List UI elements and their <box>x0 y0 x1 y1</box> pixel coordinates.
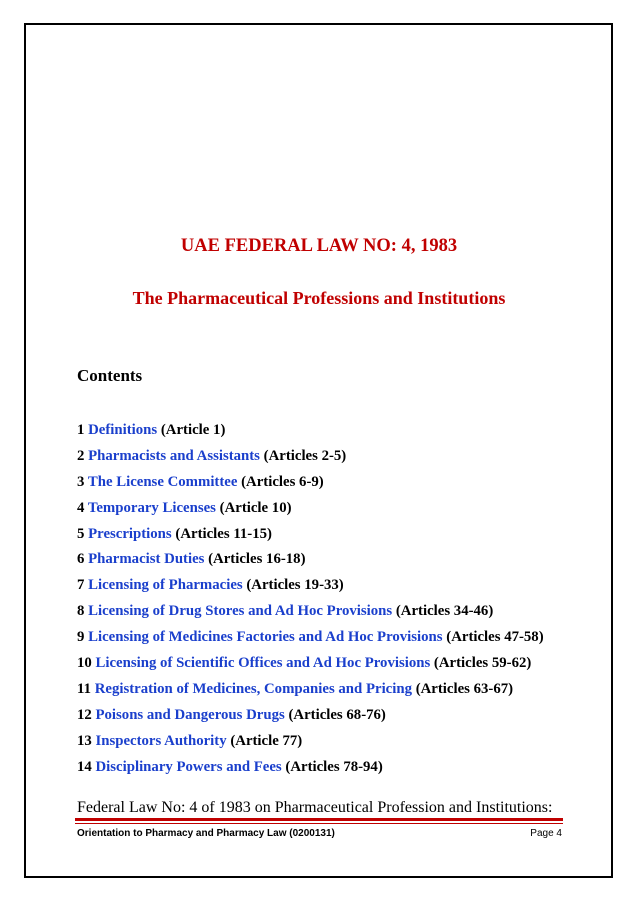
closing-line: Federal Law No: 4 of 1983 on Pharmaceutical Profession and Institutions: <box>77 799 553 816</box>
toc-item-link[interactable]: Registration of Medicines, Companies and Pricing <box>94 680 412 697</box>
document-subtitle: The Pharmaceutical Professions and Institutions <box>132 288 506 308</box>
toc-item <box>77 680 544 706</box>
toc-item-number: 9 <box>77 629 85 646</box>
toc-item-articles: (Articles 16-18) <box>208 551 306 568</box>
toc-item-number: 5 <box>77 525 85 542</box>
running-footer <box>77 828 562 844</box>
table-of-contents <box>77 421 544 783</box>
toc-item-number: 14 <box>77 758 92 775</box>
footer-rule-thin <box>75 823 563 824</box>
toc-item-number: 13 <box>77 732 92 749</box>
toc-item-number: 7 <box>77 577 85 594</box>
toc-item-link[interactable]: Pharmacists and Assistants <box>88 447 260 464</box>
toc-item <box>77 628 544 654</box>
toc-item-link[interactable]: Licensing of Medicines Factories and Ad Hoc Provisions <box>88 629 443 646</box>
toc-item-number: 2 <box>77 447 85 464</box>
toc-item-articles: (Articles 6-9) <box>241 473 324 490</box>
toc-item-articles: (Articles 59-62) <box>433 655 532 672</box>
toc-item-link[interactable]: Temporary Licenses <box>87 499 216 516</box>
toc-item <box>77 421 544 447</box>
toc-item-link[interactable]: Licensing of Scientific Offices and Ad Hoc Provisions <box>95 655 431 672</box>
toc-item-number: 11 <box>77 680 91 697</box>
toc-item <box>77 447 544 473</box>
toc-item-number: 12 <box>77 706 92 723</box>
toc-item-articles: (Articles 2-5) <box>263 447 347 464</box>
toc-item <box>77 732 544 758</box>
toc-item-link[interactable]: Inspectors Authority <box>95 732 227 749</box>
toc-item-link[interactable]: Prescriptions <box>88 525 172 542</box>
toc-item <box>77 602 544 628</box>
toc-item-number: 1 <box>77 422 85 438</box>
document-title: UAE FEDERAL LAW NO: 4, 1983 <box>180 236 458 256</box>
toc-item-number: 3 <box>77 473 85 490</box>
toc-item-articles: (Articles 34-46) <box>395 603 494 620</box>
footer-page-number: Page 4 <box>530 828 562 839</box>
toc-item-articles: (Article 77) <box>230 732 303 749</box>
toc-item <box>77 706 544 732</box>
toc-item-link[interactable]: Poisons and Dangerous Drugs <box>95 706 285 723</box>
toc-item-number: 10 <box>77 655 92 672</box>
toc-item-link[interactable]: Licensing of Pharmacies <box>88 577 243 594</box>
toc-item-link[interactable]: Pharmacist Duties <box>88 551 205 568</box>
toc-item-articles: (Articles 11-15) <box>175 525 272 542</box>
footer-course-title: Orientation to Pharmacy and Pharmacy Law (0200131) <box>77 828 335 839</box>
toc-item <box>77 654 544 680</box>
footer-rule-thick <box>75 818 563 821</box>
toc-item-link[interactable]: Disciplinary Powers and Fees <box>95 758 282 775</box>
toc-item-articles: (Articles 78-94) <box>285 758 383 775</box>
toc-item-number: 8 <box>77 603 85 620</box>
toc-item <box>77 758 544 784</box>
toc-item-number: 6 <box>77 551 85 568</box>
toc-item-articles: (Article 10) <box>219 499 292 516</box>
toc-item <box>77 499 544 525</box>
toc-item-articles: (Articles 63-67) <box>415 680 514 697</box>
toc-item-link[interactable]: Definitions <box>88 422 158 438</box>
toc-item-articles: (Articles 47-58) <box>446 629 544 646</box>
toc-item-articles: (Articles 19-33) <box>246 577 344 594</box>
toc-item <box>77 550 544 576</box>
toc-item <box>77 525 544 551</box>
toc-item <box>77 473 544 499</box>
toc-item-number: 4 <box>77 499 85 516</box>
contents-heading: Contents <box>77 366 143 385</box>
toc-item-link[interactable]: Licensing of Drug Stores and Ad Hoc Provisions <box>88 603 393 620</box>
toc-item <box>77 576 544 602</box>
toc-item-articles: (Articles 68-76) <box>288 706 386 723</box>
toc-item-link[interactable]: The License Committee <box>87 473 238 490</box>
toc-item-articles: (Article 1) <box>160 422 226 438</box>
